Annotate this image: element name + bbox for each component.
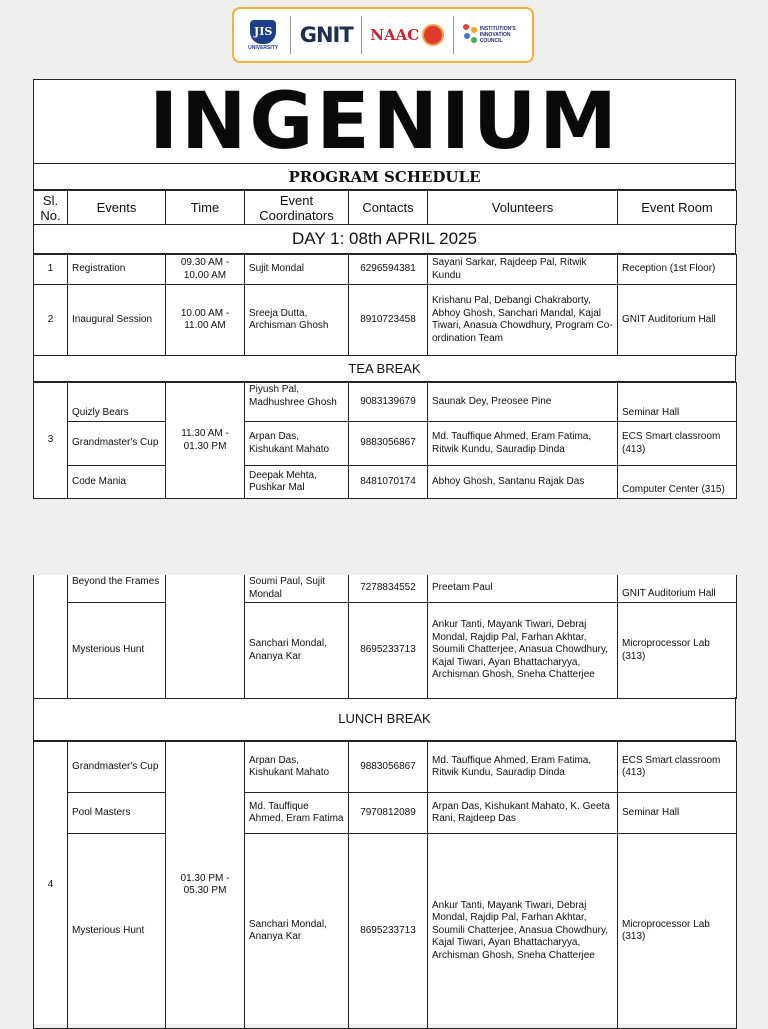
table-row xyxy=(34,383,737,422)
cell-time: 01.30 PM - 05.30 PM xyxy=(166,742,245,1029)
naac-logo-text: NAAC xyxy=(370,26,420,44)
cell-volunteers: Md. Tauffique Ahmed, Eram Fatima, Ritwik Kundu, Sauradip Dinda xyxy=(428,422,618,466)
iic-logo-text: INSTITUTION'S INNOVATION COUNCIL xyxy=(479,26,516,44)
table-row xyxy=(34,834,737,1029)
cell-event: Mysterious Hunt xyxy=(68,603,166,699)
cell-room: GNIT Auditorium Hall xyxy=(618,285,737,356)
cell-event: Mysterious Hunt xyxy=(68,834,166,1029)
cell-event: Code Mania xyxy=(68,466,166,499)
schedule-title: PROGRAM SCHEDULE xyxy=(288,167,481,186)
header-time: Time xyxy=(166,191,245,225)
cell-event: Grandmaster's Cup xyxy=(68,422,166,466)
cell-room: Reception (1st Floor) xyxy=(618,255,737,285)
naac-seal-icon xyxy=(422,24,444,46)
header-volunteers: Volunteers xyxy=(428,191,618,225)
day-heading xyxy=(33,224,736,254)
jis-logo-text: JIS xyxy=(250,20,276,44)
day-title: DAY 1: 08th APRIL 2025 xyxy=(292,228,477,248)
header-coordinators: Event Coordinators xyxy=(245,191,349,225)
cell-volunteers: Sayani Sarkar, Rajdeep Pal, Ritwik Kundu xyxy=(428,255,618,285)
event-banner xyxy=(33,76,736,167)
cell-volunteers: Ankur Tanti, Mayank Tiwari, Debraj Mondal, Rajdip Pal, Farhan Akhtar, Soumili Chatterjee, Anasua Chowdhury, Kajal Tiwari, Ayan Bhattacharyya, Archisman Ghosh, Sneha Chatterjee xyxy=(428,834,618,1029)
cell-room: Seminar Hall xyxy=(618,793,737,834)
gnit-logo: GNIT xyxy=(299,23,353,47)
lunch-break-label: LUNCH BREAK xyxy=(338,711,431,726)
cell-room: Computer Center (315) xyxy=(618,466,737,499)
logo-divider xyxy=(290,16,291,54)
cell-contact: 6296594381 xyxy=(349,255,428,285)
iic-logo xyxy=(462,24,522,46)
cell-contact: 9883056867 xyxy=(349,742,428,793)
schedule-table-session-3 xyxy=(33,382,737,499)
cell-volunteers: Preetam Paul xyxy=(428,575,618,603)
cell-event: Beyond the Frames xyxy=(68,575,166,603)
cell-coordinators: Arpan Das, Kishukant Mahato xyxy=(245,742,349,793)
cell-room: Microprocessor Lab (313) xyxy=(618,834,737,1029)
cell-coordinators: Sreeja Dutta, Archisman Ghosh xyxy=(245,285,349,356)
iic-mark-icon xyxy=(462,24,478,46)
cell-time xyxy=(166,575,245,699)
header-events: Events xyxy=(68,191,166,225)
cell-contact: 8481070174 xyxy=(349,466,428,499)
schedule-table-session-4 xyxy=(33,741,737,1029)
header-row xyxy=(34,191,737,225)
schedule-heading xyxy=(33,164,736,190)
cell-contact: 9083139679 xyxy=(349,383,428,422)
table-row xyxy=(34,255,737,285)
header-contacts: Contacts xyxy=(349,191,428,225)
cell-sl: 3 xyxy=(34,383,68,499)
tea-break-row xyxy=(33,355,736,382)
cell-room: ECS Smart classroom (413) xyxy=(618,742,737,793)
schedule-table-morning xyxy=(33,254,737,356)
cell-event: Quizly Bears xyxy=(68,383,166,422)
cell-coordinators: Arpan Das, Kishukant Mahato xyxy=(245,422,349,466)
table-row xyxy=(34,575,737,603)
cell-volunteers: Ankur Tanti, Mayank Tiwari, Debraj Mondal, Rajdip Pal, Farhan Akhtar, Soumili Chatterjee, Anasua Chowdhury, Kajal Tiwari, Ayan Bhattacharyya, Archisman Ghosh, Sneha Chatterjee xyxy=(428,603,618,699)
jis-logo-subtext: UNIVERSITY xyxy=(248,44,279,51)
cell-sl: 4 xyxy=(34,742,68,1029)
header-sl: Sl. No. xyxy=(34,191,68,225)
cell-contact: 9883056867 xyxy=(349,422,428,466)
cell-contact: 7970812089 xyxy=(349,793,428,834)
naac-logo xyxy=(370,24,444,46)
cell-coordinators: Sanchari Mondal, Ananya Kar xyxy=(245,834,349,1029)
cell-room: Microprocessor Lab (313) xyxy=(618,603,737,699)
cell-event: Pool Masters xyxy=(68,793,166,834)
cell-coordinators: Soumi Paul, Sujit Mondal xyxy=(245,575,349,603)
cell-coordinators: Sanchari Mondal, Ananya Kar xyxy=(245,603,349,699)
cell-time: 11.30 AM - 01.30 PM xyxy=(166,383,245,499)
tea-break-label: TEA BREAK xyxy=(348,360,421,376)
lunch-break-row xyxy=(33,697,736,741)
cell-time: 09.30 AM - 10.00 AM xyxy=(166,255,245,285)
jis-university-logo xyxy=(244,20,282,51)
table-row xyxy=(34,603,737,699)
cell-contact: 7278834552 xyxy=(349,575,428,603)
schedule-header-table xyxy=(33,190,737,225)
cell-coordinators: Sujit Mondal xyxy=(245,255,349,285)
cell-coordinators: Md. Tauffique Ahmed, Eram Fatima xyxy=(245,793,349,834)
table-row xyxy=(34,742,737,793)
cell-event: Inaugural Session xyxy=(68,285,166,356)
cell-contact: 8695233713 xyxy=(349,603,428,699)
cell-contact: 8910723458 xyxy=(349,285,428,356)
cell-volunteers: Abhoy Ghosh, Santanu Rajak Das xyxy=(428,466,618,499)
schedule-page-2 xyxy=(33,575,736,1024)
cell-volunteers: Arpan Das, Kishukant Mahato, K. Geeta Rani, Rajdeep Das xyxy=(428,793,618,834)
cell-volunteers: Saunak Dey, Preosee Pine xyxy=(428,383,618,422)
header-room: Event Room xyxy=(618,191,737,225)
schedule-table-continued xyxy=(33,575,737,699)
table-row xyxy=(34,793,737,834)
cell-volunteers: Krishanu Pal, Debangi Chakraborty, Abhoy Ghosh, Sanchari Mandal, Kajal Tiwari, Anasua Chowdhury, Program Co-ordination Team xyxy=(428,285,618,356)
table-row xyxy=(34,422,737,466)
cell-sl: 1 xyxy=(34,255,68,285)
schedule-page-1 xyxy=(33,76,736,499)
cell-room: GNIT Auditorium Hall xyxy=(618,575,737,603)
cell-event: Grandmaster's Cup xyxy=(68,742,166,793)
cell-volunteers: Md. Tauffique Ahmed, Eram Fatima, Ritwik Kundu, Sauradip Dinda xyxy=(428,742,618,793)
cell-coordinators: Piyush Pal, Madhushree Ghosh xyxy=(245,383,349,422)
logo-divider xyxy=(453,16,454,54)
cell-sl xyxy=(34,575,68,699)
logo-bar xyxy=(232,7,534,63)
cell-sl: 2 xyxy=(34,285,68,356)
cell-contact: 8695233713 xyxy=(349,834,428,1029)
cell-room: Seminar Hall xyxy=(618,383,737,422)
cell-time: 10.00 AM - 11.00 AM xyxy=(166,285,245,356)
table-row xyxy=(34,285,737,356)
event-title: INGENIUM xyxy=(149,76,620,167)
cell-coordinators: Deepak Mehta, Pushkar Mal xyxy=(245,466,349,499)
cell-room: ECS Smart classroom (413) xyxy=(618,422,737,466)
cell-event: Registration xyxy=(68,255,166,285)
table-row xyxy=(34,466,737,499)
logo-divider xyxy=(361,16,362,54)
